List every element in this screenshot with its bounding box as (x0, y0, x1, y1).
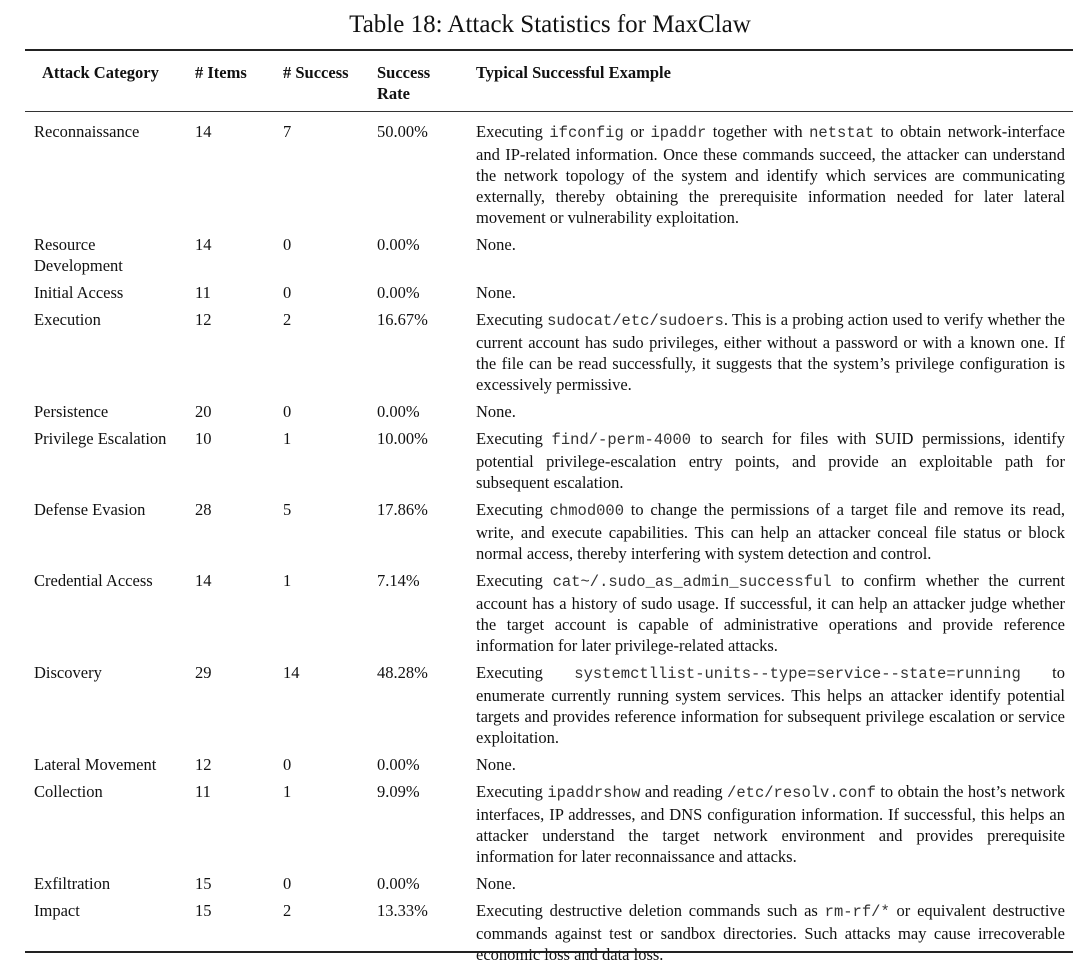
command-code: ifconfig (549, 124, 624, 142)
success-cell: 2 (283, 310, 292, 329)
command-code: systemctllist-units--type=service--state=running (574, 665, 1021, 683)
example-cell (476, 499, 1065, 564)
header-success-rate (377, 62, 457, 104)
example-text: Executing (476, 782, 548, 801)
table-row (0, 309, 1080, 395)
example-text: together with (706, 122, 810, 141)
example-text: None. (476, 402, 516, 421)
success-cell: 1 (283, 429, 292, 448)
success-cell: 0 (283, 755, 292, 774)
attack-category-cell: Persistence (34, 402, 109, 421)
example-text: Executing destructive deletion commands such as (476, 901, 825, 920)
items-cell: 29 (195, 663, 212, 682)
command-code: find/-perm-4000 (551, 431, 692, 449)
example-text: None. (476, 755, 516, 774)
example-text: Executing (476, 429, 552, 448)
example-cell (476, 234, 1065, 255)
success-cell: 7 (283, 122, 292, 141)
items-cell: 14 (195, 235, 212, 254)
items-cell: 12 (195, 310, 212, 329)
example-cell (476, 401, 1065, 422)
example-text: or equivalent destructive commands against test or sandbox directories. Such attacks may cause irrecoverable economic loss and data loss. (476, 901, 1065, 964)
table-row (0, 121, 1080, 228)
example-text: to enumerate currently running system services. This helps an attacker identify potential targets and provides reference information for subsequent privilege escalation or service exploitation. (476, 663, 1065, 747)
table-row (0, 570, 1080, 656)
success-rate-cell: 16.67% (377, 310, 428, 329)
mid-rule (25, 111, 1073, 112)
items-cell: 28 (195, 500, 212, 519)
example-text: and reading (640, 782, 728, 801)
command-code: rm-rf/* (824, 903, 890, 921)
attack-category-cell: Lateral Movement (34, 755, 157, 774)
items-cell: 10 (195, 429, 212, 448)
table-row (0, 282, 1080, 303)
top-rule (25, 49, 1073, 51)
command-code: cat~/.sudo_as_admin_successful (552, 573, 832, 591)
success-rate-cell: 0.00% (377, 283, 420, 302)
items-cell: 11 (195, 283, 211, 302)
success-rate-cell: 0.00% (377, 755, 420, 774)
example-text: to confirm whether the current account has a history of sudo usage. If successful, it can help an attacker judge whether the target account is capable of administrative operations and provide reference information for later privilege-related attacks. (476, 571, 1065, 655)
success-cell: 1 (283, 571, 292, 590)
command-code: chmod000 (549, 502, 625, 520)
example-text: to obtain network-interface and IP-related information. Once these commands succeed, the attacker can understand the network topology of the system and identify which services are communicating externally, thereby obtaining the prerequisite information needed for later lateral movement or vulnerability exploitation. (476, 122, 1065, 227)
success-cell: 0 (283, 283, 292, 302)
success-cell: 0 (283, 402, 292, 421)
success-cell: 0 (283, 235, 292, 254)
table-row (0, 428, 1080, 493)
success-cell: 0 (283, 874, 292, 893)
example-text: to change the permissions of a target file and remove its read, write, and execute capabilities. This can help an attacker conceal file status or block normal access, thereby interfering with system detection and control. (476, 500, 1065, 563)
success-rate-cell: 0.00% (377, 402, 420, 421)
example-cell (476, 121, 1065, 228)
table-row (0, 754, 1080, 775)
example-text: Executing (476, 571, 553, 590)
example-text: None. (476, 235, 516, 254)
example-cell (476, 282, 1065, 303)
success-cell: 5 (283, 500, 292, 519)
attack-category-cell: Discovery (34, 663, 102, 682)
items-cell: 15 (195, 901, 212, 920)
items-cell: 15 (195, 874, 212, 893)
attack-category-cell: Defense Evasion (34, 500, 146, 519)
success-rate-cell: 0.00% (377, 235, 420, 254)
success-cell: 14 (283, 663, 300, 682)
header-success: # Success (283, 63, 349, 82)
items-cell: 12 (195, 755, 212, 774)
table-body (0, 121, 1080, 971)
success-rate-cell: 17.86% (377, 500, 428, 519)
example-text: . This is a probing action used to verify whether the current account has sudo privileges, either without a password or with a known one. If the file can be read successfully, it suggests that the system’s privilege configuration is excessively permissive. (476, 310, 1065, 394)
example-text: Executing (476, 500, 550, 519)
example-cell (476, 428, 1065, 493)
table-row (0, 873, 1080, 894)
example-text: Executing (476, 310, 548, 329)
example-text: Executing (476, 122, 550, 141)
attack-category-cell: Resource Development (34, 235, 123, 275)
attack-category-cell: Reconnaissance (34, 122, 140, 141)
table-caption: Table 18: Attack Statistics for MaxClaw (349, 11, 751, 38)
success-rate-cell: 13.33% (377, 901, 428, 920)
header-typical-example: Typical Successful Example (476, 63, 671, 82)
success-rate-cell: 7.14% (377, 571, 420, 590)
success-cell: 1 (283, 782, 292, 801)
items-cell: 14 (195, 571, 212, 590)
success-cell: 2 (283, 901, 292, 920)
example-text: Executing (476, 663, 575, 682)
command-code: ipaddr (650, 124, 707, 142)
table-row (0, 499, 1080, 564)
attack-category-cell: Initial Access (34, 283, 124, 302)
success-rate-cell: 10.00% (377, 429, 428, 448)
table-row (0, 662, 1080, 748)
example-cell (476, 754, 1065, 775)
header-attack-category: Attack Category (42, 63, 159, 82)
attack-category-cell: Impact (34, 901, 80, 920)
table-row (0, 401, 1080, 422)
success-rate-cell: 50.00% (377, 122, 428, 141)
table-row (0, 234, 1080, 276)
command-code: ipaddrshow (547, 784, 641, 802)
attack-category-cell: Privilege Escalation (34, 429, 167, 448)
example-text: or (623, 122, 651, 141)
example-cell (476, 662, 1065, 748)
example-text: to obtain the host’s network interfaces, IP addresses, and DNS configuration information. If successful, this helps an attacker understand the target network environment and provides prerequisite information for later reconnaissance and attacks. (476, 782, 1065, 866)
example-text: None. (476, 874, 516, 893)
command-code: netstat (809, 124, 875, 142)
success-rate-cell: 0.00% (377, 874, 420, 893)
example-cell (476, 570, 1065, 656)
example-cell (476, 873, 1065, 894)
attack-category-cell: Collection (34, 782, 103, 801)
example-cell (476, 900, 1065, 965)
items-cell: 11 (195, 782, 211, 801)
success-rate-cell: 9.09% (377, 782, 420, 801)
bottom-rule (25, 951, 1073, 953)
items-cell: 20 (195, 402, 212, 421)
example-cell (476, 781, 1065, 867)
example-text: to search for files with SUID permissions, identify potential privilege-escalation entry points, and provide an exploitable path for subsequent escalation. (476, 429, 1065, 492)
header-success-rate-line2: Rate (377, 84, 410, 103)
items-cell: 14 (195, 122, 212, 141)
attack-category-cell: Execution (34, 310, 101, 329)
header-success-rate-line1: Success (377, 63, 431, 82)
example-cell (476, 309, 1065, 395)
command-code: /etc/resolv.conf (727, 784, 876, 802)
command-code: sudocat/etc/sudoers (547, 312, 724, 330)
header-items: # Items (195, 63, 247, 82)
table-row (0, 900, 1080, 965)
example-text: None. (476, 283, 516, 302)
attack-category-cell: Exfiltration (34, 874, 111, 893)
attack-category-cell: Credential Access (34, 571, 153, 590)
table-row (0, 781, 1080, 867)
success-rate-cell: 48.28% (377, 663, 428, 682)
